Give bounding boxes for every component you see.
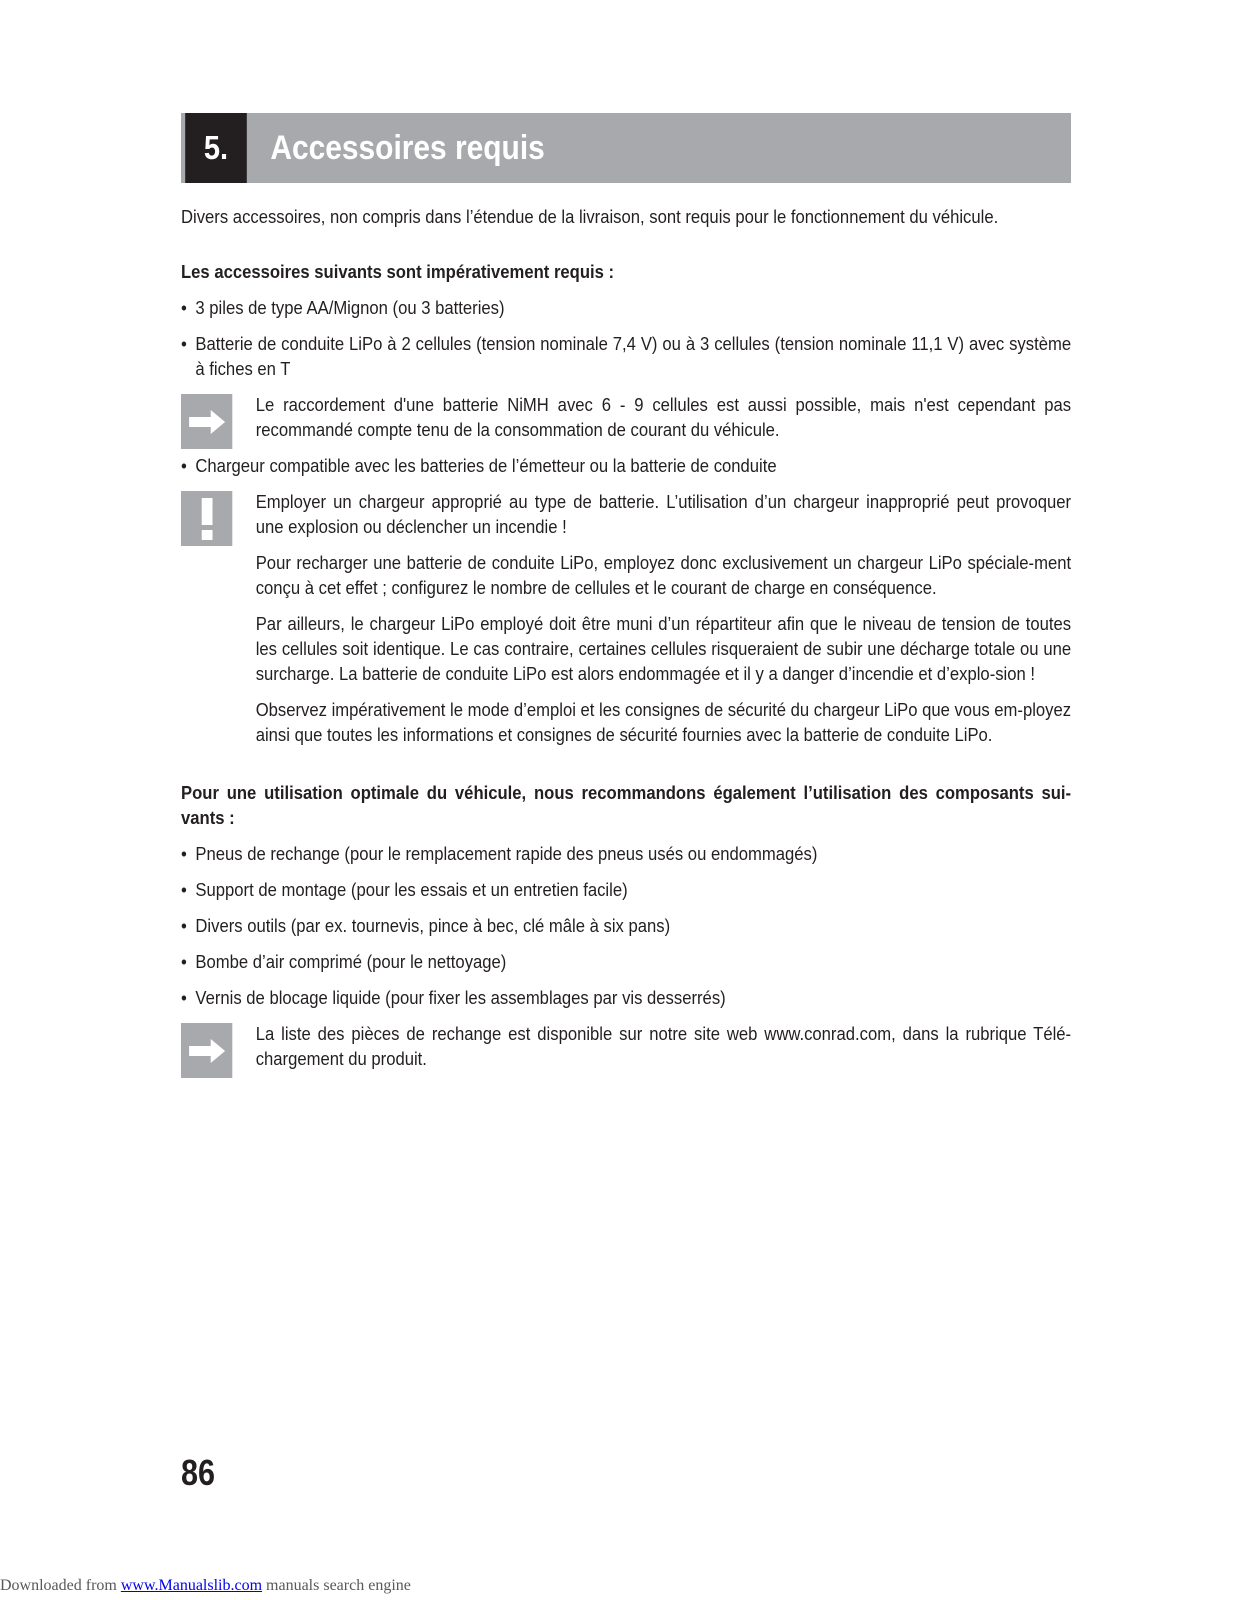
bullet: • [181, 987, 187, 1008]
bullet: • [181, 455, 187, 476]
required-list [181, 295, 1071, 381]
list-item: • 3 piles de type AA/Mignon (ou 3 batteries) [181, 297, 505, 318]
page-number: 86 [181, 1452, 216, 1493]
warning-paragraph: Observez impérativement le mode d’emploi et les consignes de sécurité du chargeur LiPo que vous em-ployez ainsi que toutes les informations et consignes de sécurité fournies avec la batterie de conduite LiPo. [255, 699, 1072, 745]
bullet: • [181, 879, 187, 900]
list-item: • Support de montage (pour les essais et un entretien facile) [181, 879, 628, 900]
warning-paragraph: Employer un chargeur approprié au type de batterie. L’utilisation d’un chargeur inapproprié peut provoquer une explosion ou déclencher un incendie ! [255, 491, 1072, 537]
bullet: • [181, 915, 187, 936]
bullet: • [181, 951, 187, 972]
arrow-right-icon [181, 1023, 232, 1078]
footer-suffix: manuals search engine [262, 1577, 411, 1594]
section-number: 5. [185, 113, 247, 183]
footer-prefix: Downloaded from [0, 1577, 121, 1594]
list-item: • Batterie de conduite LiPo à 2 cellules (tension nominale 7,4 V) ou à 3 cellules (tension nominale 11,1 V) avec système à fiches en T [181, 333, 1072, 379]
arrow-right-icon [181, 394, 232, 449]
footer [0, 1577, 411, 1595]
recommended-heading: Pour une utilisation optimale du véhicule, nous recommandons également l’utilisation des composants sui-vants : [181, 782, 1072, 828]
list-item: • Chargeur compatible avec les batteries de l’émetteur ou la batterie de conduite [181, 455, 777, 476]
required-heading: Les accessoires suivants sont impérativement requis : [181, 261, 615, 282]
list-item: • Vernis de blocage liquide (pour fixer les assemblages par vis desserrés) [181, 987, 726, 1008]
note-text: La liste des pièces de rechange est disponible sur notre site web www.conrad.com, dans la rubrique Télé-chargement du produit. [255, 1023, 1072, 1069]
warning-paragraph: Pour recharger une batterie de conduite LiPo, employez donc exclusivement un chargeur LiPo spéciale-ment conçu à cet effet ; configurez le nombre de cellules et le courant de charge en conséquence. [255, 552, 1072, 598]
bullet: • [181, 333, 187, 354]
list-item: • Divers outils (par ex. tournevis, pince à bec, clé mâle à six pans) [181, 915, 671, 936]
page-content [181, 204, 1071, 1082]
required-list-cont [181, 453, 1071, 478]
bullet: • [181, 297, 187, 318]
section-title: Accessoires requis [270, 129, 545, 167]
intro-paragraph: Divers accessoires, non compris dans l’étendue de la livraison, sont requis pour le fonctionnement du véhicule. [181, 206, 999, 227]
recommended-list [181, 841, 1071, 1010]
list-item: • Bombe d’air comprimé (pour le nettoyage) [181, 951, 507, 972]
bullet: • [181, 843, 187, 864]
manualslib-link[interactable]: www.Manualslib.com [120, 1577, 263, 1594]
warning-paragraph: Par ailleurs, le chargeur LiPo employé doit être muni d’un répartiteur afin que le niveau de tension de toutes les cellules soit identique. Le cas contraire, certaines cellules risqueraient de subir une décharge totale ou une surcharge. La batterie de conduite LiPo est alors endommagée et il y a danger d’incendie et d’explo-sion ! [255, 613, 1072, 684]
list-item: • Pneus de rechange (pour le remplacement rapide des pneus usés ou endommagés) [181, 843, 818, 864]
section-header [181, 113, 1071, 183]
exclamation-icon [181, 491, 232, 546]
info-note-parts [181, 1021, 1071, 1071]
note-text: Le raccordement d'une batterie NiMH avec 6 - 9 cellules est aussi possible, mais n'est cependant pas recommandé compte tenu de la consommation de courant du véhicule. [255, 394, 1072, 440]
info-note-nimh [181, 392, 1071, 442]
warning-note [181, 489, 1071, 747]
